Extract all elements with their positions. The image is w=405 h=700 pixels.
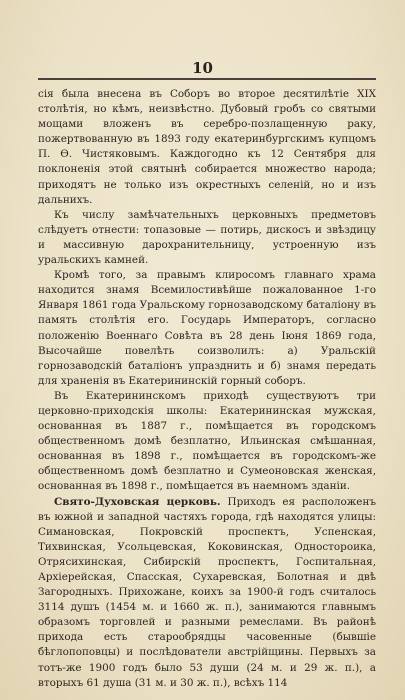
paragraph-relics: сія была внесена въ Соборъ во второе десятилѣтіе XIX столѣтія, но кѣмъ, неизвѣстно. Дубовый гробъ со святыми мощами вложенъ въ серебро-позлащенную раку, пожертвованную въ 1893 году екатеринбургскимъ купцомъ П. Ѳ. Чистяковымъ. Каждогодно къ 12 Сентября для поклоненія этой святынѣ собирается множество народа; приходятъ не только изъ окрестныхъ селеній, но и изъ дальнихъ. xyxy=(38,88,376,206)
paragraph-parish-text: Приходъ ея расположенъ въ южной и западной частяхъ города, гдѣ находятся улицы: Симановская, Покровскій проспектъ, Успенская, Тихвинская, Усольцевская, Коковинская, Одностороика, Отрясихинская, Сибирскій проспектъ, Госпитальная, Архіерейская, Спасская, Сухаревская, Болотная и двѣ Загородныхъ. Прихожане, коихъ за 1900-й годъ считалось 3114 душъ (1454 м. и 1660 ж. п.), занимаются главнымъ образомъ торговлей и разными ремеслами. Въ районѣ прихода есть старообрядцы часовенные (бывшіе бѣглопоповцы) и послѣдователи австрійщины. Первыхъ за тотъ-же 1900 годъ было 53 души (24 м. и 29 ж. п.), а вторыхъ 61 душа (31 м. и 30 ж. п.), всѣхъ 114 xyxy=(38,495,376,689)
paragraph-holy-spirit-church xyxy=(38,495,376,691)
paragraph-church-objects: Къ числу замѣчательныхъ церковныхъ предметовъ слѣдуетъ отнести: топазовые — потирь, дискосъ и звѣздицу и массивную дарохранительницу, устроенную изъ уральскихъ камней. xyxy=(38,208,376,267)
paragraph-schools: Въ Екатерининскомъ приходѣ существуютъ три церковно-приходскія школы: Екатерининская мужская, основанная въ 1887 г., помѣщается въ городскомъ общественномъ домѣ безплатно, Ильинская смѣшанная, основанная въ 1898 г., помѣщается въ городскомъ-же общественномъ домѣ безплатно и Сумеоновская женская, основанная въ 1898 г., помѣщается въ наемномъ зданіи. xyxy=(38,389,376,493)
header-rule xyxy=(38,78,376,80)
page-number: 10 xyxy=(192,59,213,77)
body-text xyxy=(38,87,376,691)
section-heading: Свято-Духовская церковь. xyxy=(54,495,221,508)
paragraph-banner: Кромѣ того, за правымъ клиросомъ главнаго храма находится знамя Всемилостивѣйше пожалованное 1-го Января 1861 года Уральскому горнозаводскому баталіону въ память столѣтія его. Государь Императоръ, согласно положенію Военнаго Совѣта въ 28 день Іюня 1869 года, Высочайше повелѣть соизволилъ: а) Уральскій горнозаводскій баталіонъ упразднить и б) знамя передать для храненія въ Екатерининскій горный соборъ. xyxy=(38,269,376,387)
